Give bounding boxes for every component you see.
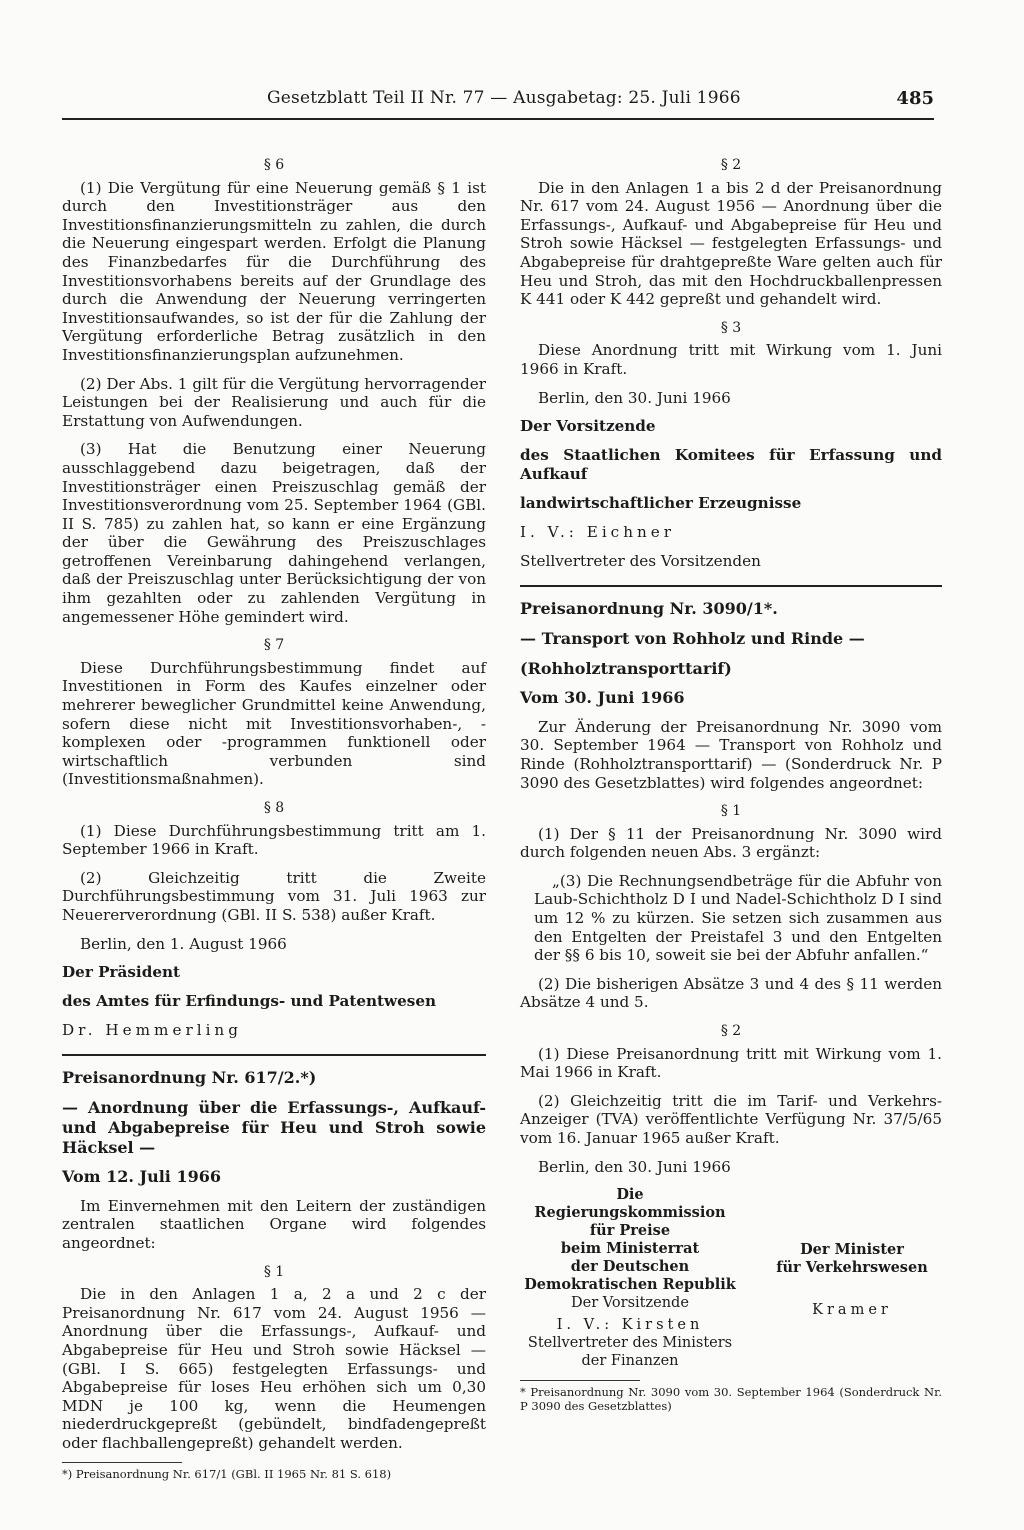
law-subtitle: (Rohholztransporttarif) bbox=[520, 659, 732, 679]
signature-name: I. V.: Kirsten bbox=[556, 1317, 704, 1334]
paragraph: Zur Änderung der Preisanordnung Nr. 3090 vom 30. September 1964 — Transport von Rohholz und Rinde (Rohholztransporttarif) — (Sonderdruck Nr. P 3090 des Gesetzblattes) wird folgendes angeordnet: bbox=[520, 717, 942, 792]
section-heading: § 3 bbox=[720, 319, 742, 336]
section-divider bbox=[62, 1054, 486, 1056]
header-title: Gesetzblatt Teil II Nr. 77 — Ausgabetag: 25. Juli 1966 bbox=[267, 88, 741, 108]
signature-title: des Staatlichen Komitees für Erfassung und Aufkauf bbox=[520, 446, 942, 484]
section-heading: § 1 bbox=[263, 1263, 285, 1280]
footnote: * Preisanordnung Nr. 3090 vom 30. September 1964 (Sonderdruck Nr. P 3090 des Gesetzblattes) bbox=[520, 1385, 942, 1414]
page-header bbox=[62, 88, 934, 120]
signature-title: für Verkehrswesen bbox=[776, 1259, 928, 1277]
section-heading: § 6 bbox=[263, 157, 285, 173]
signature-title: Der Minister bbox=[800, 1241, 904, 1259]
signature-title: landwirtschaftlicher Erzeugnisse bbox=[520, 494, 802, 513]
footnote-divider bbox=[520, 1380, 640, 1381]
signature-name: Dr. Hemmerling bbox=[62, 1021, 242, 1040]
signature-title: des Amtes für Erfindungs- und Patentwesen bbox=[62, 992, 437, 1011]
signature-title: der Deutschen bbox=[570, 1258, 690, 1276]
section-heading: § 2 bbox=[720, 1023, 742, 1040]
footnote-divider bbox=[62, 1462, 182, 1463]
section-heading: § 1 bbox=[720, 803, 742, 820]
paragraph: (2) Gleichzeitig tritt die Zweite Durchführungsbestimmung vom 31. Juli 1963 zur Neuererverordnung (GBl. II S. 538) außer Kraft. bbox=[62, 868, 486, 924]
footnote: *) Preisanordnung Nr. 617/1 (GBl. II 1965 Nr. 81 S. 618) bbox=[62, 1467, 392, 1482]
paragraph: (1) Diese Durchführungsbestimmung tritt am 1. September 1966 in Kraft. bbox=[62, 821, 486, 859]
section-heading: § 8 bbox=[263, 800, 285, 816]
law-date: Vom 12. Juli 1966 bbox=[62, 1167, 221, 1187]
paragraph: Im Einvernehmen mit den Leitern der zuständigen zentralen staatlichen Organe wird folgendes angeordnet: bbox=[62, 1196, 486, 1252]
signature-title: Der Präsident bbox=[62, 963, 181, 982]
place-date: Berlin, den 30. Juni 1966 bbox=[538, 388, 731, 407]
signature-title: Demokratischen Republik bbox=[524, 1276, 736, 1294]
paragraph: (2) Die bisherigen Absätze 3 und 4 des § 11 werden Absätze 4 und 5. bbox=[520, 974, 942, 1012]
paragraph: (1) Der § 11 der Preisanordnung Nr. 3090 wird durch folgenden neuen Abs. 3 ergänzt: bbox=[520, 824, 942, 862]
section-heading: § 2 bbox=[720, 157, 742, 173]
section-heading: § 7 bbox=[263, 637, 285, 654]
law-subtitle: — Anordnung über die Erfassungs-, Aufkauf- und Abgabepreise für Heu und Stroh sowie Häcksel — bbox=[62, 1098, 486, 1158]
signature-block bbox=[520, 1186, 942, 1370]
signature-left bbox=[520, 1186, 740, 1370]
signature-role: Stellvertreter des Ministers bbox=[527, 1335, 733, 1352]
signature-role: Der Vorsitzende bbox=[571, 1295, 689, 1312]
signature-title: Die Regierungskommission bbox=[534, 1186, 726, 1222]
signature-right bbox=[762, 1186, 942, 1370]
left-column bbox=[62, 146, 486, 1491]
quoted-paragraph: „(3) Die Rechnungsendbeträge für die Abfuhr von Laub-Schichtholz D I und Nadel-Schichtholz D I sind um 12 % zu kürzen. Sie setzen sich zusammen aus den Entgelten der Preistafel 3 und den Entgelten der §§ 6 bis 10, soweit sie bei der Abfuhr anfallen.“ bbox=[534, 871, 942, 965]
paragraph: (1) Die Vergütung für eine Neuerung gemäß § 1 ist durch den Investitionsträger aus den Investitionsfinanzierungsmitteln zu zahlen, die durch die Neuerung eingespart werden. Erfolgt die Planung des Finanzbedarfes für die Durchführung des Investitionsvorhabens bereits auf der Grundlage des durch die Anwendung der Neuerung verringerten Investitionsaufwandes, so ist der für die Zahlung der Vergütung erforderliche Betrag zusätzlich in den Investitionsfinanzierungsplan aufzunehmen. bbox=[62, 178, 486, 364]
paragraph: (2) Der Abs. 1 gilt für die Vergütung hervorragender Leistungen bei der Realisierung und auch für die Erstattung von Aufwendungen. bbox=[62, 374, 486, 430]
place-date: Berlin, den 1. August 1966 bbox=[80, 934, 287, 953]
paragraph: (1) Diese Preisanordnung tritt mit Wirkung vom 1. Mai 1966 in Kraft. bbox=[520, 1044, 942, 1082]
paragraph: Diese Anordnung tritt mit Wirkung vom 1. Juni 1966 in Kraft. bbox=[520, 341, 942, 378]
paragraph: Die in den Anlagen 1 a, 2 a und 2 c der Preisanordnung Nr. 617 vom 24. August 1956 — Anordnung über die Erfassungs-, Aufkauf- und Abgabepreise für Heu und Stroh sowie Häcksel — (GBl. I S. 665) festgelegten Erfassungs- und Abgabepreise für loses Heu erhöhen sich um 0,30 MDN je 100 kg, wenn die Heumengen niederdruckgepreßt (gebündelt, bindfadengepreßt oder flachballengepreßt) gehandelt werden. bbox=[62, 1285, 486, 1452]
signature-name: I. V.: Eichner bbox=[520, 523, 675, 542]
right-column bbox=[520, 146, 942, 1423]
signature-role: Stellvertreter des Vorsitzenden bbox=[520, 552, 761, 571]
paragraph: Diese Durchführungsbestimmung findet auf Investitionen in Form des Kaufes einzelner oder mehrerer beweglicher Grundmittel keine Anwendung, sofern diese nicht mit Investitionsvorhaben-, -komplexen oder -programmen funktionell oder wirtschaftlich verbunden sind (Investitionsmaßnahmen). bbox=[62, 658, 486, 789]
law-title: Preisanordnung Nr. 617/2.*) bbox=[62, 1068, 317, 1088]
place-date: Berlin, den 30. Juni 1966 bbox=[538, 1157, 731, 1176]
law-subtitle: — Transport von Rohholz und Rinde — bbox=[520, 629, 865, 649]
signature-title: Der Vorsitzende bbox=[520, 417, 656, 436]
signature-title: für Preise bbox=[589, 1222, 671, 1240]
law-title: Preisanordnung Nr. 3090/1*. bbox=[520, 599, 778, 619]
signature-role: der Finanzen bbox=[581, 1353, 679, 1370]
paragraph: (2) Gleichzeitig tritt die im Tarif- und Verkehrs-Anzeiger (TVA) veröffentlichte Verfügung Nr. 37/5/65 vom 16. Januar 1965 außer Kraft. bbox=[520, 1091, 942, 1147]
section-divider bbox=[520, 585, 942, 587]
paragraph: Die in den Anlagen 1 a bis 2 d der Preisanordnung Nr. 617 vom 24. August 1956 — Anordnung über die Erfassungs-, Aufkauf- und Abgabepreise für Heu und Stroh sowie Häcksel — festgelegten Erfassungs- und Abgabepreise für drahtgepreßte Ware gelten auch für Heu und Stroh, das mit den Hochdruckballenpressen K 441 oder K 442 gepreßt und gehandelt wird. bbox=[520, 178, 942, 309]
signature-name: Kramer bbox=[812, 1302, 892, 1319]
paragraph: (3) Hat die Benutzung einer Neuerung ausschlaggebend dazu beigetragen, daß der Investitionsträger einen Preiszuschlag gemäß der Investitionsverordnung vom 25. September 1964 (GBl. II S. 785) zu zahlen hat, so kann er eine Ergänzung der über die Gewährung des Preiszuschlages getroffenen Vereinbarung dahingehend verlangen, daß der Preiszuschlag unter Berücksichtigung der von ihm gezahlten oder zu zahlenden Vergütung in angemessener Höhe gemindert wird. bbox=[62, 440, 486, 626]
signature-title: beim Ministerrat bbox=[560, 1240, 700, 1258]
law-date: Vom 30. Juni 1966 bbox=[520, 688, 685, 708]
page-number: 485 bbox=[896, 88, 934, 109]
